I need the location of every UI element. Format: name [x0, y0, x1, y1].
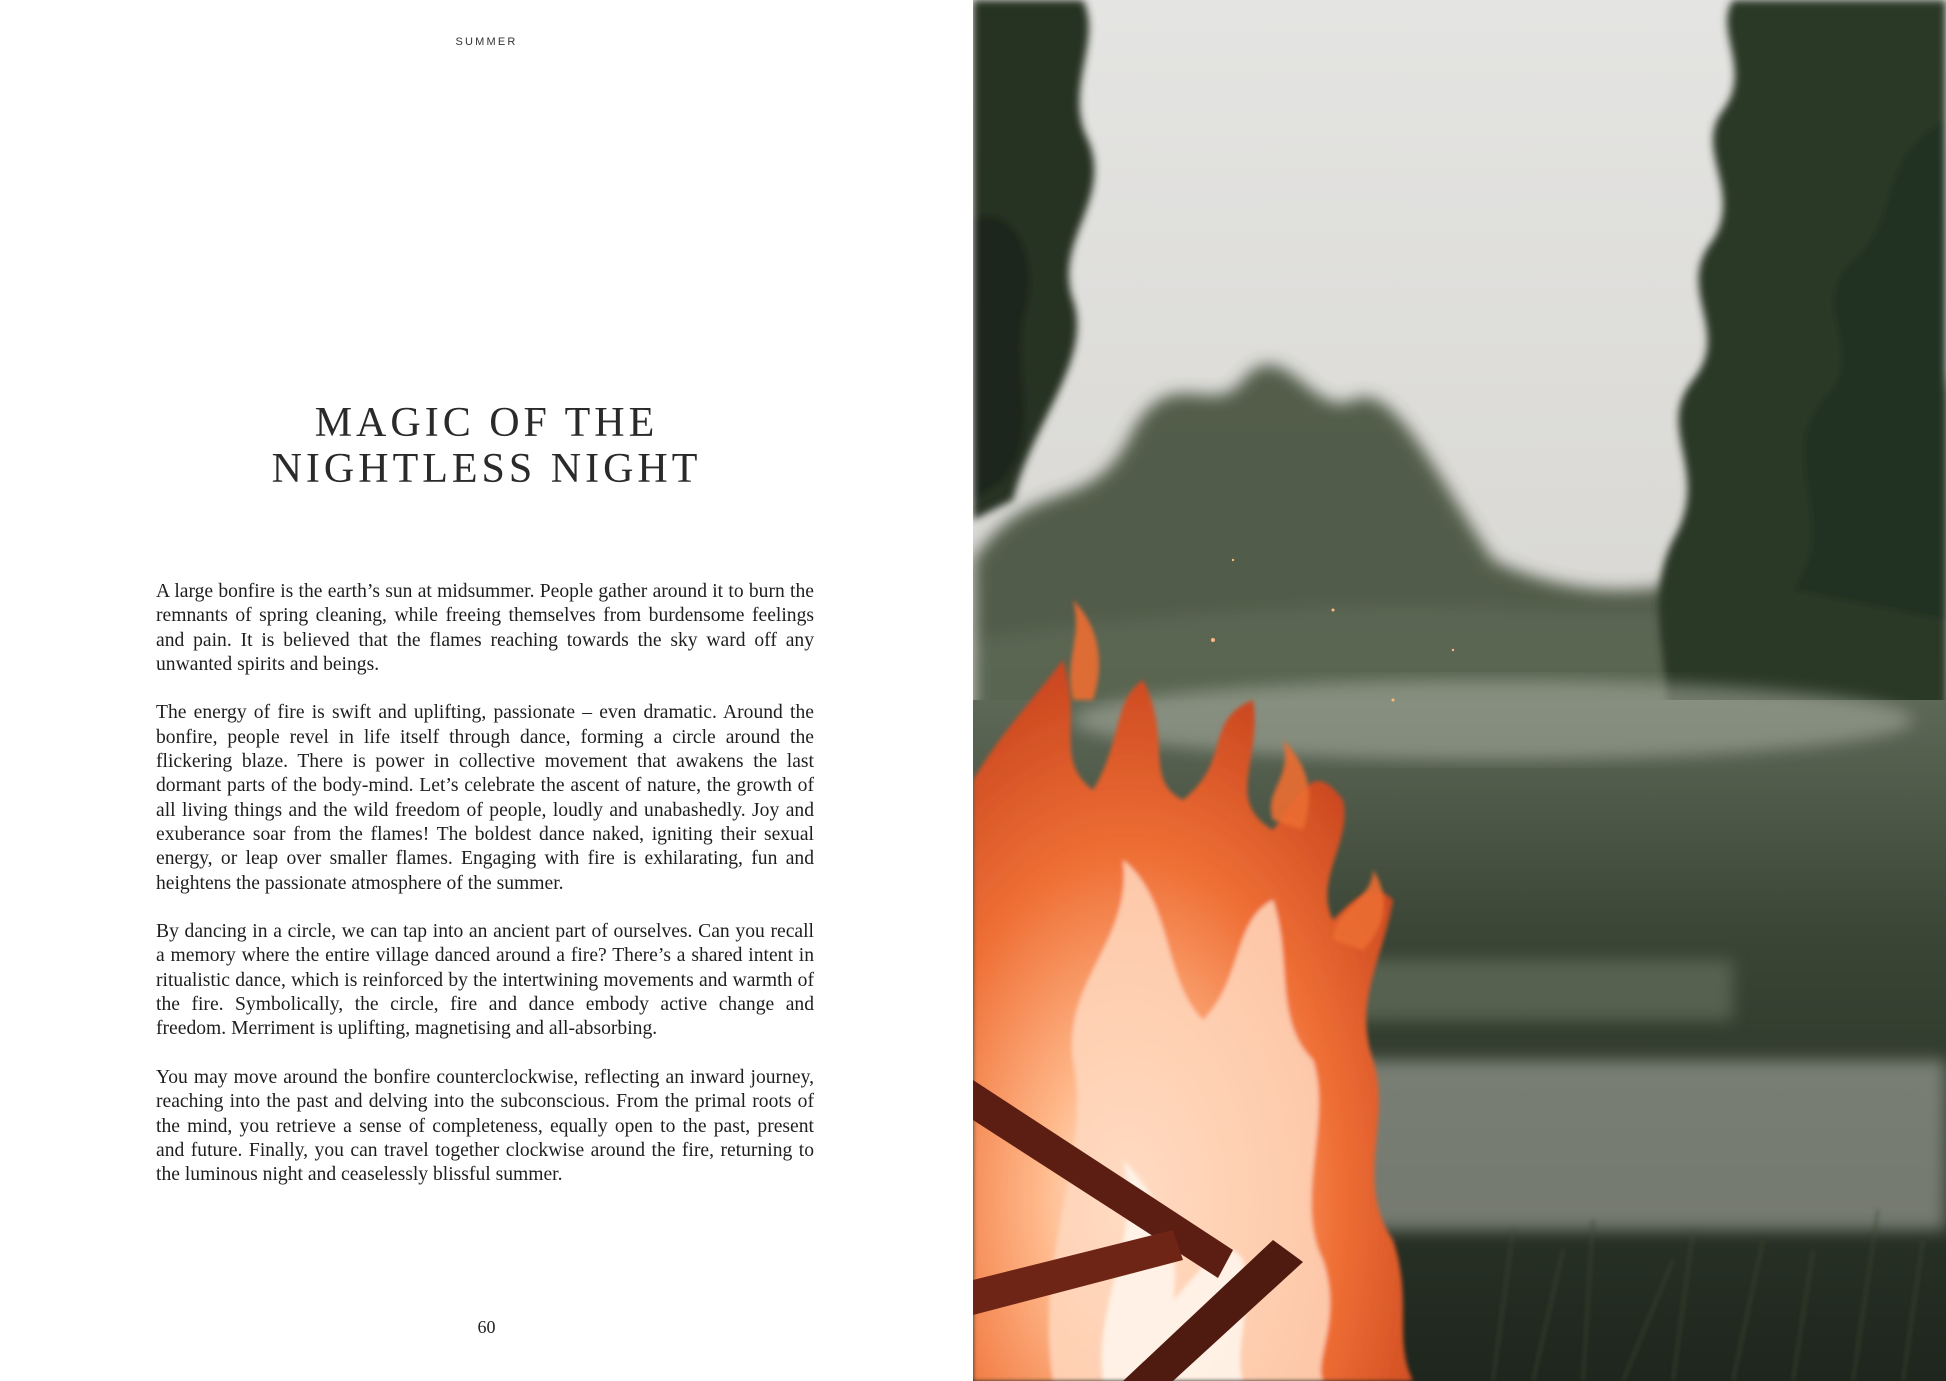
body-text [156, 580, 814, 1212]
page-number: 60 [477, 1317, 496, 1337]
title-line-2: NIGHTLESS NIGHT [271, 446, 702, 492]
paragraph-3: By dancing in a circle, we can tap into an ancient part of ourselves. Can you recall a memory where the entire village danced around a fire? There’s a shared intent in ritualistic dance, which is reinforced by the intertwining movements and warmth of the fire. Symbolically, the circle, fire and dance embody active change and freedom. Merriment is uplifting, magnetising and all-absorbing. [156, 921, 814, 1040]
bonfire-photo [973, 0, 1946, 1381]
running-header: SUMMER [455, 36, 518, 48]
paragraph-2: The energy of fire is swift and uplifting, passionate – even dramatic. Around the bonfire, people revel in life itself through dance, forming a circle around the flickering blaze. There is power in collective movement that awakens the last dormant parts of the body-mind. Let’s celebrate the ascent of nature, the growth of all living things and the wild freedom of people, loudly and unabashedly. Joy and exuberance soar from the flames! The boldest dance naked, igniting their sexual energy, or leap over smaller flames. Engaging with fire is exhilarating, fun and heightens the passionate atmosphere of the summer. [156, 702, 814, 894]
paragraph-1: A large bonfire is the earth’s sun at midsummer. People gather around it to burn the remnants of spring cleaning, while freeing themselves from burdensome feelings and pain. It is believed that the flames reaching towards the sky ward off any unwanted spirits and beings. [156, 581, 814, 675]
paragraph-4: You may move around the bonfire counterclockwise, reflecting an inward journey, reaching into the past and delving into the subconscious. From the primal roots of the mind, you retrieve a sense of completeness, equally open to the past, present and future. Finally, you can travel together clockwise around the fire, returning to the luminous night and ceaselessly blissful summer. [156, 1066, 814, 1186]
title-line-1: MAGIC OF THE [314, 400, 659, 446]
chapter-title [0, 400, 973, 492]
bonfire-photo-illustration [973, 0, 1946, 1381]
